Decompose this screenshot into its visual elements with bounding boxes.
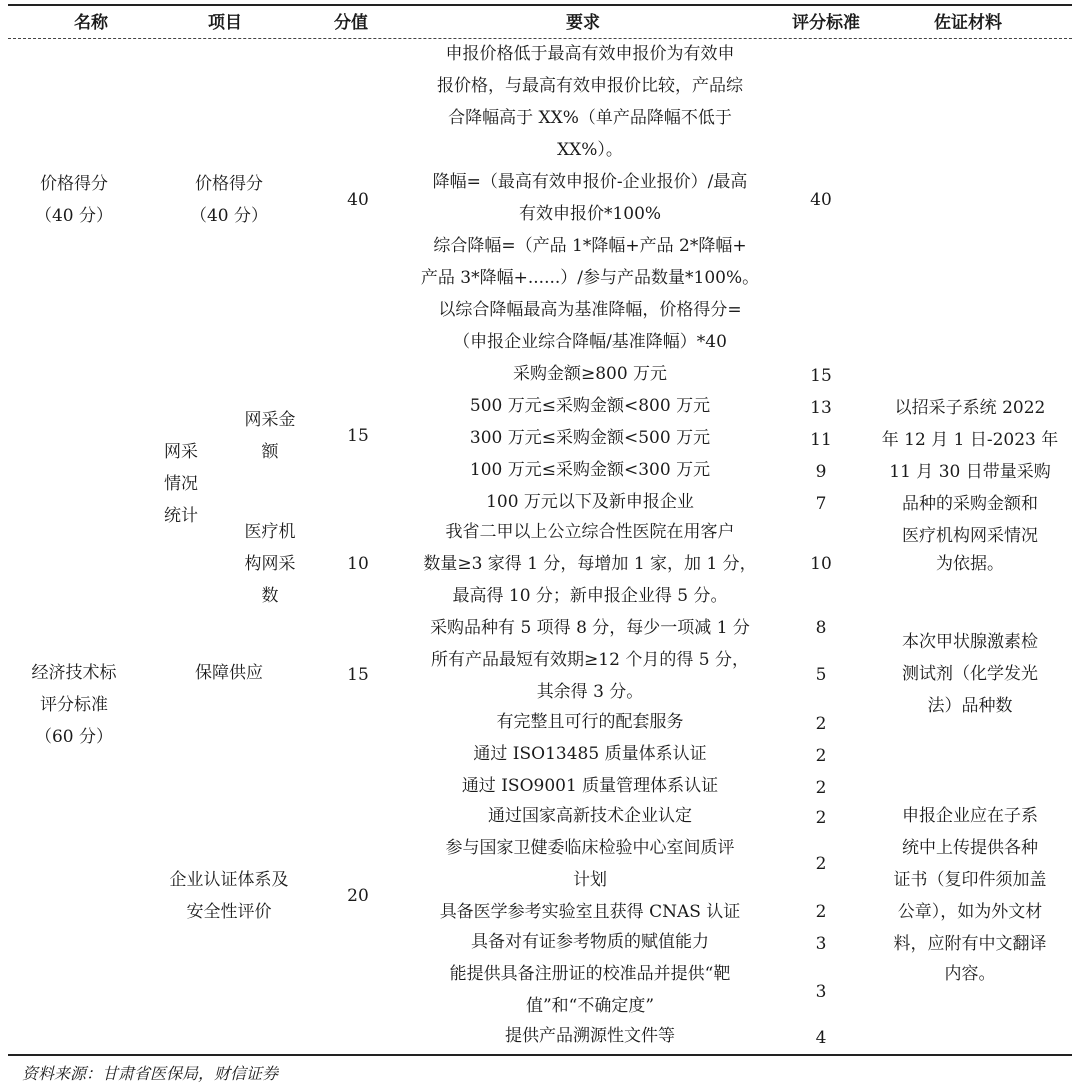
cert-evidence-line: 料，应附有中文翻译 bbox=[893, 934, 1047, 954]
cert-requirement: 具备对有证参考物质的赋值能力 bbox=[471, 932, 709, 952]
header-name: 名称 bbox=[74, 13, 108, 33]
amount-requirement: 采购金额≥800 万元 bbox=[512, 364, 668, 384]
cert-requirement: 参与国家卫健委临床检验中心室间质评 bbox=[445, 838, 735, 858]
cert-evidence-line: 申报企业应在子系 bbox=[902, 806, 1038, 826]
hospital-requirement-line: 最高得 10 分；新申报企业得 5 分。 bbox=[452, 586, 728, 606]
econ-name: （60 分） bbox=[34, 727, 114, 747]
amount-item: 网采金 bbox=[244, 410, 296, 430]
cert-standard: 2 bbox=[815, 778, 827, 798]
cert-standard: 4 bbox=[815, 1028, 827, 1048]
evidence-line: 11 月 30 日带量采购 bbox=[889, 462, 1051, 482]
cert-standard: 2 bbox=[815, 808, 827, 828]
evidence-line: 为依据。 bbox=[936, 554, 1004, 574]
amount-standard: 7 bbox=[815, 494, 827, 514]
price-standard: 40 bbox=[810, 190, 832, 210]
supply-requirement: 其余得 3 分。 bbox=[536, 682, 644, 702]
amount-standard: 11 bbox=[810, 430, 832, 450]
amount-standard: 15 bbox=[810, 366, 832, 386]
price-requirement-line: 产品 3*降幅+......）/参与产品数量*100%。 bbox=[420, 268, 760, 288]
cert-requirement: 值”和“不确定度” bbox=[525, 996, 655, 1016]
price-requirement-line: 综合降幅=（产品 1*降幅+产品 2*降幅+ bbox=[433, 236, 747, 256]
cert-standard: 2 bbox=[815, 746, 827, 766]
cert-evidence-line: 统中上传提供各种 bbox=[902, 838, 1038, 858]
amount-requirement: 500 万元≤采购金额<800 万元 bbox=[469, 396, 711, 416]
cert-standard: 2 bbox=[815, 902, 827, 922]
header-standard: 评分标准 bbox=[792, 13, 860, 33]
supply-evidence-line: 法）品种数 bbox=[927, 696, 1013, 716]
hospital-item: 医疗机 bbox=[244, 522, 296, 542]
price-requirement-line: （申报企业综合降幅/基准降幅）*40 bbox=[453, 332, 727, 352]
price-requirement-line: XX%）。 bbox=[557, 140, 623, 160]
cert-evidence-line: 内容。 bbox=[944, 964, 996, 984]
price-name: 价格得分 bbox=[40, 174, 108, 194]
price-requirement-line: 报价格，与最高有效申报价比较，产品综 bbox=[437, 76, 743, 96]
hospital-item: 构网采 bbox=[244, 554, 296, 574]
table-bottom-rule bbox=[8, 1054, 1072, 1056]
group-label: 网采 bbox=[164, 442, 198, 462]
cert-requirement: 提供产品溯源性文件等 bbox=[505, 1026, 675, 1046]
table-top-rule bbox=[8, 4, 1072, 6]
evidence-line: 品种的采购金额和 bbox=[902, 494, 1038, 514]
cert-item: 企业认证体系及 bbox=[169, 870, 289, 890]
price-score: 40 bbox=[347, 190, 369, 210]
header-item: 项目 bbox=[208, 13, 242, 33]
price-requirement-line: 降幅=（最高有效申报价-企业报价）/最高 bbox=[432, 172, 748, 192]
price-name: （40 分） bbox=[34, 206, 114, 226]
evidence-line: 年 12 月 1 日-2023 年 bbox=[881, 430, 1059, 450]
cert-evidence-line: 公章），如为外文材 bbox=[897, 902, 1043, 922]
hospital-standard: 10 bbox=[810, 554, 832, 574]
cert-score: 20 bbox=[347, 886, 369, 906]
amount-score: 15 bbox=[347, 426, 369, 446]
supply-standard: 8 bbox=[815, 618, 827, 638]
supply-requirement: 采购品种有 5 项得 8 分，每少一项减 1 分 bbox=[430, 618, 750, 638]
supply-evidence-line: 本次甲状腺激素检 bbox=[902, 632, 1038, 652]
price-requirement-line: 申报价格低于最高有效申报价为有效申 bbox=[445, 44, 735, 64]
supply-item: 保障供应 bbox=[195, 663, 263, 683]
supply-requirement: 所有产品最短有效期≥12 个月的得 5 分， bbox=[431, 650, 749, 670]
cert-evidence-line: 证书（复印件须加盖 bbox=[893, 870, 1047, 890]
price-requirement-line: 有效申报价*100% bbox=[518, 204, 662, 224]
econ-name: 评分标准 bbox=[40, 695, 108, 715]
cert-standard: 2 bbox=[815, 714, 827, 734]
supply-standard: 5 bbox=[815, 665, 827, 685]
price-item: （40 分） bbox=[189, 206, 269, 226]
cert-requirement: 通过 ISO9001 质量管理体系认证 bbox=[461, 776, 719, 796]
cert-requirement: 能提供具备注册证的校准品并提供“靶 bbox=[449, 964, 731, 984]
amount-requirement: 100 万元≤采购金额<300 万元 bbox=[469, 460, 711, 480]
cert-requirement: 通过 ISO13485 质量体系认证 bbox=[473, 744, 707, 764]
header-requirement: 要求 bbox=[566, 13, 600, 33]
price-item: 价格得分 bbox=[195, 174, 263, 194]
cert-standard: 2 bbox=[815, 854, 827, 874]
amount-requirement: 300 万元≤采购金额<500 万元 bbox=[469, 428, 711, 448]
header-rule bbox=[8, 38, 1072, 39]
amount-standard: 13 bbox=[810, 398, 832, 418]
amount-requirement: 100 万元以下及新申报企业 bbox=[486, 492, 694, 512]
group-label: 情况 bbox=[164, 474, 198, 494]
price-requirement-line: 以综合降幅最高为基准降幅，价格得分= bbox=[438, 300, 742, 320]
cert-requirement: 计划 bbox=[573, 870, 607, 890]
header-evidence: 佐证材料 bbox=[934, 13, 1002, 33]
amount-standard: 9 bbox=[815, 462, 827, 482]
hospital-score: 10 bbox=[347, 554, 369, 574]
cert-standard: 3 bbox=[815, 934, 827, 954]
hospital-requirement-line: 我省二甲以上公立综合性医院在用客户 bbox=[445, 522, 735, 542]
cert-requirement: 有完整且可行的配套服务 bbox=[496, 712, 684, 732]
cert-requirement: 具备医学参考实验室且获得 CNAS 认证 bbox=[439, 902, 741, 922]
group-label: 统计 bbox=[164, 506, 198, 526]
econ-name: 经济技术标 bbox=[31, 663, 117, 683]
cert-item: 安全性评价 bbox=[186, 902, 272, 922]
price-requirement-line: 合降幅高于 XX%（单产品降幅不低于 bbox=[448, 108, 732, 128]
evidence-line: 以招采子系统 2022 bbox=[894, 398, 1046, 418]
hospital-requirement-line: 数量≥3 家得 1 分，每增加 1 家，加 1 分， bbox=[423, 554, 757, 574]
header-score: 分值 bbox=[334, 13, 368, 33]
supply-score: 15 bbox=[347, 665, 369, 685]
source-note: 资料来源：甘肃省医保局，财信证券 bbox=[22, 1064, 279, 1083]
cert-requirement: 通过国家高新技术企业认定 bbox=[488, 806, 692, 826]
amount-item: 额 bbox=[261, 442, 279, 462]
evidence-line: 医疗机构网采情况 bbox=[902, 526, 1038, 546]
cert-standard: 3 bbox=[815, 982, 827, 1002]
supply-evidence-line: 测试剂（化学发光 bbox=[902, 664, 1038, 684]
hospital-item: 数 bbox=[261, 586, 279, 606]
